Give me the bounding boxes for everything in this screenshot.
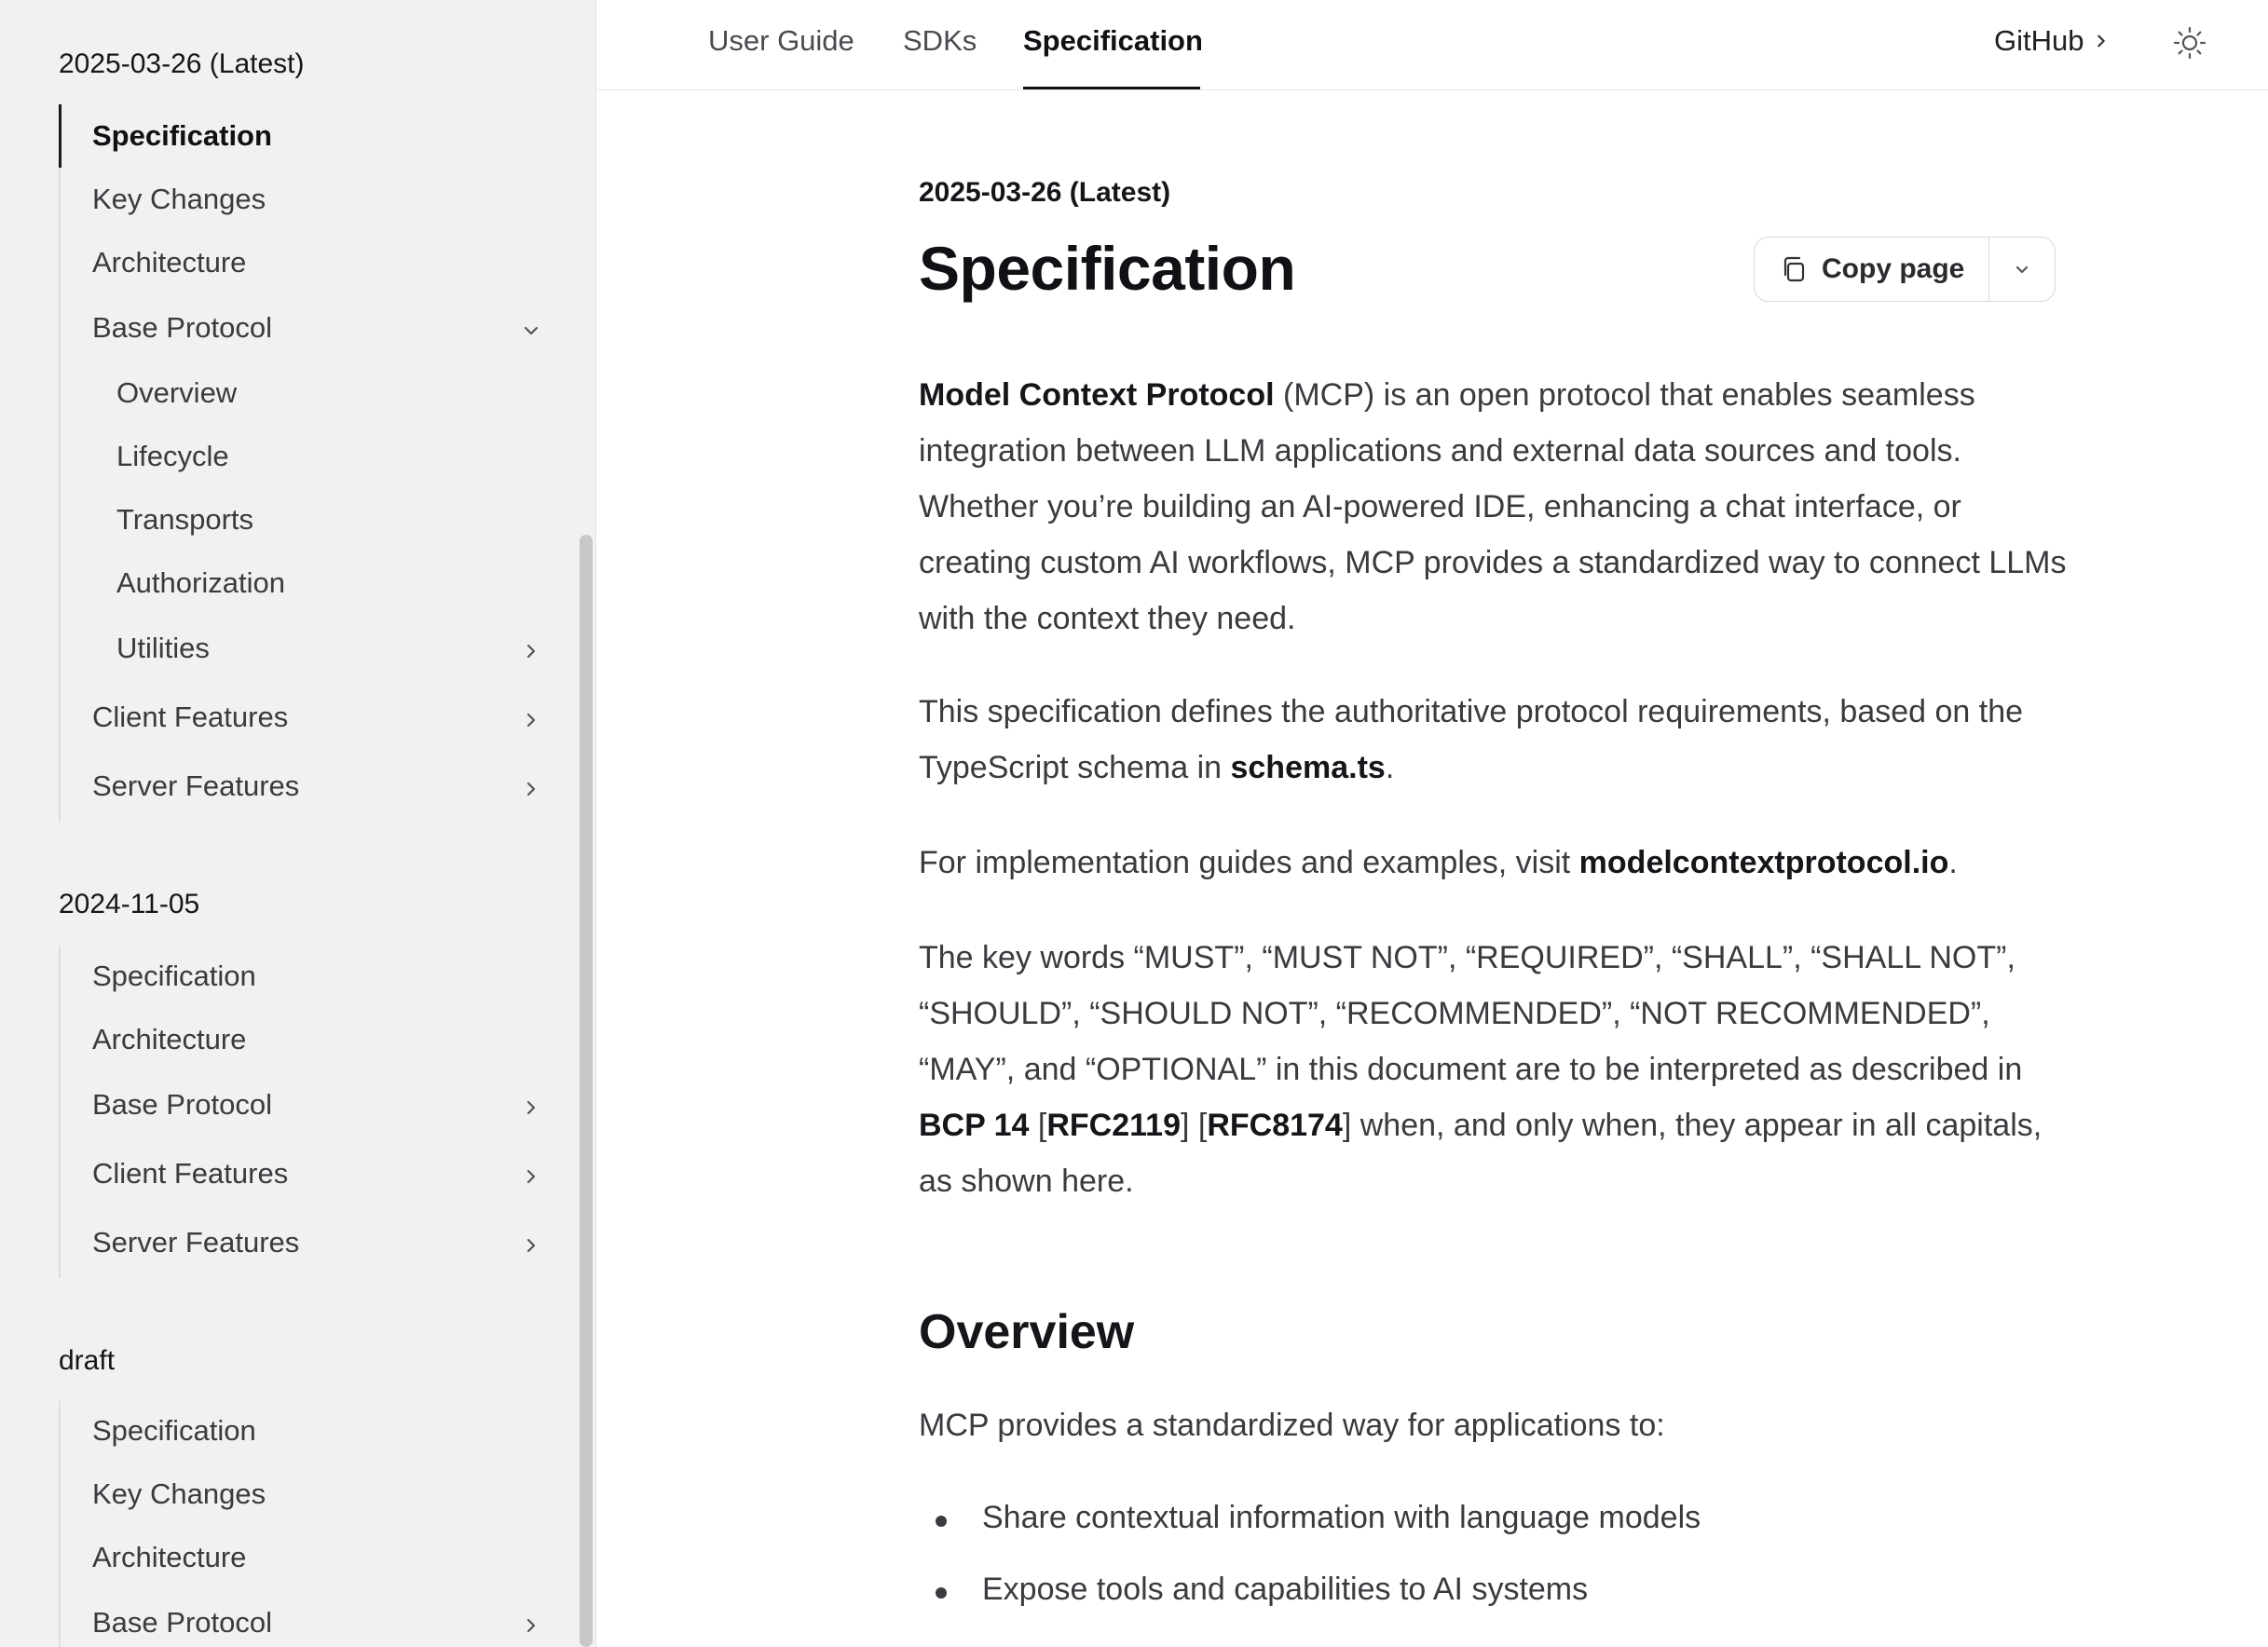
list-item: Share contextual information with language models <box>982 1500 1701 1535</box>
rfc2119-link[interactable]: RFC2119 <box>1046 1108 1181 1143</box>
sidebar-item-architecture[interactable]: Architecture <box>92 1023 247 1055</box>
chevron-down-icon <box>2013 260 2031 279</box>
keywords-paragraph: The key words “MUST”, “MUST NOT”, “REQUIRED”, “SHALL”, “SHALL NOT”, “SHOULD”, “SHOULD NOT”, “RECOMMENDED”, “NOT RECOMMENDED”, “MAY”, and “OPTIONAL” in this document are to be interpreted as described in BCP 14 [RFC2119] [RFC8174] when, and only when, they appear in all capitals, as shown here. <box>919 940 2043 1199</box>
section-title-2025-03-26: 2025-03-26 (Latest) <box>59 48 305 79</box>
bcp14-link[interactable]: BCP 14 <box>919 1108 1030 1143</box>
bullet-dot <box>936 1516 947 1527</box>
chevron-right-icon[interactable] <box>517 1094 545 1122</box>
spec-paragraph: This specification defines the authoritative protocol requirements, based on the TypeScript schema in schema.ts. <box>919 694 2024 785</box>
sidebar-item-label: Client Features <box>92 701 289 733</box>
sidebar-item-base-protocol[interactable] <box>92 1088 545 1122</box>
sidebar-item-lifecycle[interactable]: Lifecycle <box>116 440 229 472</box>
sidebar-item-client-features[interactable] <box>92 1157 545 1191</box>
sidebar-item-server-features[interactable] <box>92 769 545 803</box>
sidebar-item-label: Client Features <box>92 1157 289 1190</box>
sidebar-item-specification[interactable]: Specification <box>92 119 272 152</box>
copy-page-control <box>1754 237 2056 302</box>
section-title-draft: draft <box>59 1345 116 1376</box>
sidebar-item-key-changes[interactable]: Key Changes <box>92 1477 266 1510</box>
sidebar-item-server-features[interactable] <box>92 1226 545 1259</box>
copy-page-button[interactable] <box>1755 238 1989 301</box>
sidebar <box>0 0 596 1647</box>
sidebar-item-transports[interactable]: Transports <box>116 503 254 536</box>
chevron-right-icon <box>2093 33 2110 49</box>
sun-icon[interactable] <box>2173 26 2207 60</box>
top-nav <box>597 0 2268 90</box>
chevron-right-icon[interactable] <box>517 775 545 803</box>
sidebar-item-label: Base Protocol <box>92 1606 272 1639</box>
tab-user-guide[interactable]: User Guide <box>708 24 854 57</box>
sidebar-item-architecture[interactable]: Architecture <box>92 1541 247 1573</box>
section-title-2024-11-05: 2024-11-05 <box>59 889 200 919</box>
sidebar-scrollbar[interactable] <box>580 535 593 1647</box>
page-title: Specification <box>919 234 1296 303</box>
sidebar-item-specification[interactable]: Specification <box>92 1414 256 1447</box>
sidebar-item-label: Utilities <box>116 632 210 664</box>
overview-heading: Overview <box>919 1305 1135 1359</box>
sidebar-item-label: Base Protocol <box>92 1088 272 1121</box>
schema-link[interactable]: schema.ts <box>1230 750 1386 785</box>
guides-paragraph: For implementation guides and examples, visit modelcontextprotocol.io. <box>919 845 1958 880</box>
github-label: GitHub <box>1994 24 2084 57</box>
tab-sdks[interactable]: SDKs <box>903 24 977 57</box>
section-group-2024-11-05 <box>59 946 543 1278</box>
sidebar-item-key-changes[interactable]: Key Changes <box>92 183 266 215</box>
section-group-draft <box>59 1401 543 1647</box>
list-item: Expose tools and capabilities to AI systems <box>982 1572 1589 1607</box>
page-eyebrow: 2025-03-26 (Latest) <box>919 177 1171 208</box>
chevron-right-icon[interactable] <box>517 1163 545 1191</box>
rfc8174-link[interactable]: RFC8174 <box>1207 1108 1343 1143</box>
intro-paragraph: Model Context Protocol (MCP) is an open protocol that enables seamless integration between LLM applications and external data sources and tools. Whether you’re building an AI-powered IDE, enhancing a chat interface, or creating custom AI workflows, MCP provides a standardized way to connect LLMs with the context they need. <box>919 377 2067 636</box>
sidebar-item-base-protocol[interactable] <box>92 1606 545 1640</box>
section-group-2025-03-26 <box>59 104 543 822</box>
sidebar-item-label: Server Features <box>92 1226 300 1259</box>
sidebar-item-authorization[interactable]: Authorization <box>116 566 285 599</box>
overview-intro: MCP provides a standardized way for applications to: <box>919 1408 1665 1443</box>
sidebar-item-overview[interactable]: Overview <box>116 376 238 409</box>
sidebar-item-label: Server Features <box>92 769 300 802</box>
sidebar-item-utilities[interactable] <box>116 632 545 665</box>
active-indicator <box>59 104 61 168</box>
copy-page-label: Copy page <box>1822 253 1965 284</box>
active-tab-indicator <box>1023 87 1200 89</box>
sidebar-item-base-protocol[interactable] <box>92 311 545 345</box>
mcp-term: Model Context Protocol <box>919 377 1275 413</box>
chevron-right-icon[interactable] <box>517 637 545 665</box>
chevron-right-icon[interactable] <box>517 706 545 734</box>
sidebar-item-specification[interactable]: Specification <box>92 960 256 992</box>
sidebar-item-architecture[interactable]: Architecture <box>92 246 247 279</box>
copy-options-dropdown[interactable] <box>1989 238 2055 301</box>
sidebar-item-client-features[interactable] <box>92 701 545 734</box>
chevron-right-icon[interactable] <box>517 1612 545 1640</box>
bullet-dot <box>936 1587 947 1599</box>
chevron-right-icon[interactable] <box>517 1232 545 1259</box>
copy-icon <box>1779 254 1809 284</box>
tab-specification[interactable]: Specification <box>1023 24 1203 57</box>
sidebar-item-label: Base Protocol <box>92 311 272 344</box>
github-link[interactable] <box>1994 24 2110 58</box>
chevron-down-icon[interactable] <box>517 317 545 345</box>
website-link[interactable]: modelcontextprotocol.io <box>1578 845 1949 880</box>
